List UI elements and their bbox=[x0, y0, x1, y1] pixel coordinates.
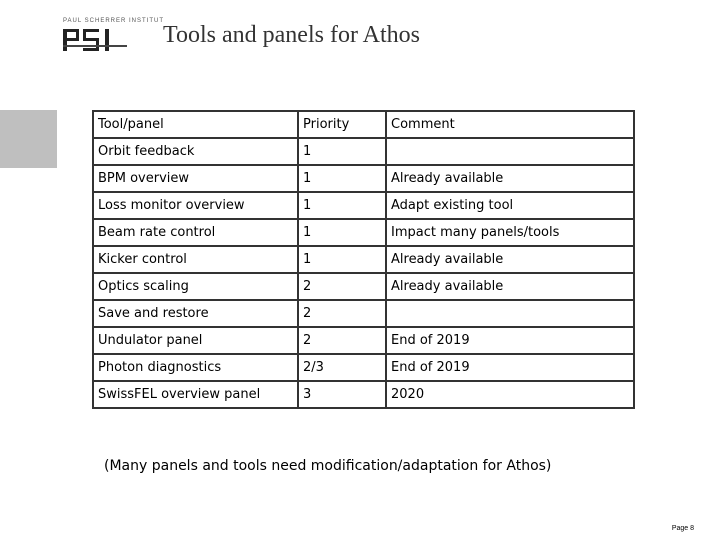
tool-name-cell: Loss monitor overview bbox=[93, 192, 298, 219]
table-row bbox=[93, 381, 634, 408]
tool-name-cell: Optics scaling bbox=[93, 273, 298, 300]
tool-name-cell: Kicker control bbox=[93, 246, 298, 273]
comment-cell: Impact many panels/tools bbox=[386, 219, 634, 246]
table-row bbox=[93, 300, 634, 327]
comment-cell: Already available bbox=[386, 165, 634, 192]
table-row bbox=[93, 138, 634, 165]
priority-cell: 3 bbox=[298, 381, 386, 408]
comment-cell: Adapt existing tool bbox=[386, 192, 634, 219]
comment-cell bbox=[386, 138, 634, 165]
logo-caption: PAUL SCHERRER INSTITUT bbox=[63, 18, 165, 24]
comment-cell: Already available bbox=[386, 273, 634, 300]
tool-name-cell: Photon diagnostics bbox=[93, 354, 298, 381]
priority-cell: 1 bbox=[298, 165, 386, 192]
comment-cell bbox=[386, 300, 634, 327]
comment-cell: Already available bbox=[386, 246, 634, 273]
psi-logo bbox=[63, 18, 165, 54]
table-row bbox=[93, 354, 634, 381]
priority-cell: 1 bbox=[298, 138, 386, 165]
priority-cell: 2 bbox=[298, 300, 386, 327]
tool-name-cell: Save and restore bbox=[93, 300, 298, 327]
page-number: Page 8 bbox=[671, 525, 694, 532]
priority-cell: 1 bbox=[298, 246, 386, 273]
tools-table bbox=[92, 110, 635, 409]
tool-name-cell: Beam rate control bbox=[93, 219, 298, 246]
priority-cell: 1 bbox=[298, 192, 386, 219]
table-row bbox=[93, 219, 634, 246]
header-comment: Comment bbox=[386, 111, 634, 138]
slide-title: Tools and panels for Athos bbox=[163, 22, 420, 48]
table-row bbox=[93, 273, 634, 300]
table-row bbox=[93, 165, 634, 192]
tool-name-cell: Undulator panel bbox=[93, 327, 298, 354]
priority-cell: 2 bbox=[298, 273, 386, 300]
comment-cell: 2020 bbox=[386, 381, 634, 408]
table-row bbox=[93, 327, 634, 354]
tool-name-cell: BPM overview bbox=[93, 165, 298, 192]
footnote: (Many panels and tools need modification/adaptation for Athos) bbox=[104, 458, 552, 474]
table-row bbox=[93, 246, 634, 273]
comment-cell: End of 2019 bbox=[386, 354, 634, 381]
priority-cell: 2 bbox=[298, 327, 386, 354]
table-row bbox=[93, 192, 634, 219]
psi-logo-mark bbox=[63, 27, 129, 53]
priority-cell: 1 bbox=[298, 219, 386, 246]
priority-cell: 2/3 bbox=[298, 354, 386, 381]
tool-name-cell: Orbit feedback bbox=[93, 138, 298, 165]
header-tool-panel: Tool/panel bbox=[93, 111, 298, 138]
decorative-grey-block bbox=[0, 110, 57, 168]
tool-name-cell: SwissFEL overview panel bbox=[93, 381, 298, 408]
comment-cell: End of 2019 bbox=[386, 327, 634, 354]
table-header-row bbox=[93, 111, 634, 138]
header-priority: Priority bbox=[298, 111, 386, 138]
